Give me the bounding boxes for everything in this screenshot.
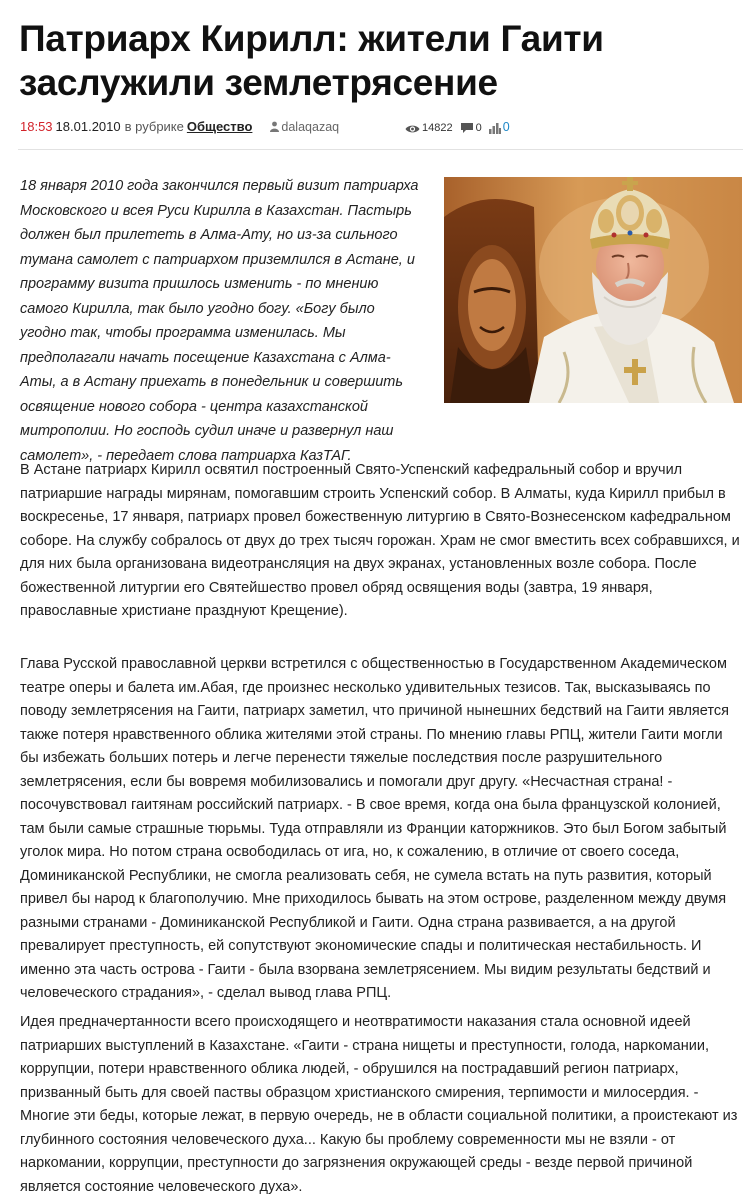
article-stats [405, 118, 517, 136]
rating-bars-icon [489, 123, 501, 134]
publish-date: 18.01.2010 [55, 119, 121, 134]
publish-time: 18:53 [20, 119, 53, 134]
eye-icon [405, 124, 420, 134]
rubric-link[interactable]: Общество [186, 119, 253, 134]
author-name: dalaqazaq [281, 120, 340, 134]
rubric-prefix: в рубрике [124, 119, 184, 134]
patriarch-photo-illustration [444, 177, 742, 403]
user-icon [270, 121, 279, 132]
votes-stat[interactable] [489, 118, 510, 136]
comments-stat[interactable] [460, 119, 482, 137]
author-link[interactable] [270, 120, 339, 134]
comment-icon [460, 122, 474, 134]
votes-count: 0 [502, 120, 510, 134]
comments-count: 0 [475, 122, 482, 134]
article-title: Патриарх Кирилл: жители Гаити заслужили землетрясение [19, 18, 604, 103]
article-paragraph-1: В Астане патриарх Кирилл освятил построенный Свято-Успенский кафедральный собор и вручил патриаршие награды мирянам, помогавшим строить Успенский собор. В Алматы, куда Кирилл прибыл в воскресенье, 17 января, патриарх провел божественную литургию в Свято-Вознесенском кафедральном соборе. На службу собралось от двух до трех тысяч горожан. Храм не смог вместить всех собравшихся, и для них была организована видеотрансляция на двух экранах, установленных возле собора. После божественной литургии его Святейшество провел обряд освящения воды (завтра, 19 января, православные христиане празднуют Крещение). [20, 462, 740, 619]
article-paragraph-2: Глава Русской православной церкви встретился с общественностью в Государственном Академическом театре оперы и балета им.Абая, где произнес несколько удивительных тезисов. Так, высказываясь по поводу землетрясения на Гаити, патриарх заметил, что причиной нынешних бедствий на Гаити является также потеря нравственного облика жителями этой страны. По мнению главы РПЦ, жители Гаити могли бы избежать больших потерь и легче перенести тяжелые последствия после разрушительного землетрясения, если бы вовремя мобилизовались и помогали друг другу. «Несчастная страна! - посочувствовал гаитянам российский патриарх. - В свое время, когда она была французской колонией, там были самые страшные тюрьмы. Туда отправляли из Франции каторжников. Это был Богом забытый уголок мира. Но потом страна освободилась от ига, но, к сожалению, в отличие от своего соседа, Доминиканской Республики, не смогла реализовать себя, не сумела встать на путь развития, который привел бы народ к благополучию. Мне приходилось бывать на этом острове, разделенном между двумя разными странами - Доминиканской Республикой и Гаити. Одна страна развивается, а на другой превалирует преступность, ей сопутствуют экономические спады и политическая нестабильность. И именно эта часть острова - Гаити - была взорвана землетрясением. Мы видим результаты бедствий и человеческого страдания», - сделал вывод глава РПЦ. [20, 656, 729, 1001]
article-meta [20, 118, 740, 136]
header-divider [18, 149, 743, 150]
views-stat [405, 119, 453, 137]
article-photo [444, 177, 742, 403]
article-lead: 18 января 2010 года закончился первый визит патриарха Московского и всея Руси Кирилла в Казахстан. Пастырь должен был прилететь в Алма-Ату, но из-за сильного тумана самолет с патриархом приземлился в Астане, и программу визита пришлось изменить - по мнению самого Кирилла, так было угодно богу. «Богу было угодно так, чтобы программа изменилась. Мы предполагали начать посещение Казахстана с Алма-Аты, а в Астану приехать в понедельник и совершить освящение нового собора - центра казахстанской митрополии. Но господь судил иначе и развернул наш самолет», - передает слова патриарха КазТАГ. [20, 178, 419, 464]
views-count: 14822 [422, 122, 453, 134]
article-paragraph-3: Идея предначертанности всего происходящего и неотвратимости наказания стала основной идеей патриарших выступлений в Казахстане. «Гаити - страна нищеты и преступности, голода, наркомании, коррупции, потери нравственного облика людей, - обрушился на пострадавший регион патриарх, призванный быть для своей паствы образцом христианского смирения, терпимости и милосердия. - Многие эти беды, которые лежат, в первую очередь, не в области социальной политики, а проистекают из глубинного состояния человеческого духа... Какую бы проблему современности мы не взяли - от наркомании, коррупции, преступности до загрязнения окружающей среды - везде первой причиной является состояние человеческого духа». [20, 1014, 738, 1195]
